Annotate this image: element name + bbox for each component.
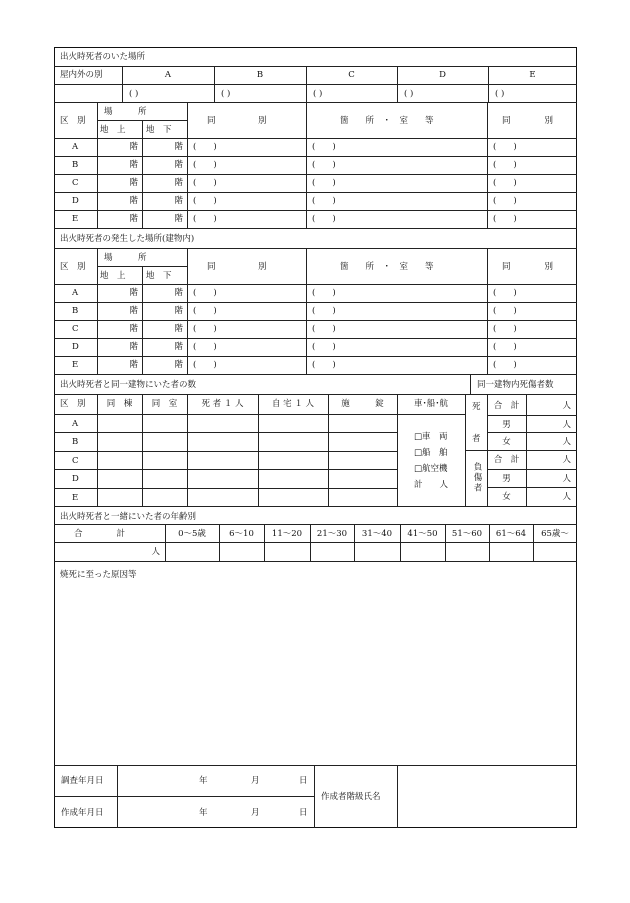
s2-input-place-A[interactable] [307,285,486,301]
s1-paren-place-B: ( ) [312,160,336,170]
s1-paren-same-D: ( ) [193,196,217,206]
s2-input-same2-E[interactable] [488,357,576,373]
s2-input-place-B[interactable] [307,303,486,319]
s1-input-below-E[interactable] [143,211,186,227]
location-col-A: A [164,70,172,80]
age-range-0: 0〜5歳 [178,529,206,539]
s2-floor-below-C: 階 [174,324,183,334]
injured-total-unit: 人 [562,455,571,465]
age-input-6[interactable] [446,543,488,560]
section-title-location: 出火時死者のいた場所 [60,52,146,62]
s3-one-death-header: 死 者 １ 人 [201,399,244,409]
v-rule [397,394,398,506]
age-input-3[interactable] [311,543,353,560]
s3-vehicle-ship-air-header: 車･船･航 [413,399,448,409]
age-range-2: 11〜20 [271,529,303,539]
age-input-0[interactable] [166,543,218,560]
indoor-outdoor-label: 屋内外の別 [60,70,103,80]
s1-dobetsu2-header: 同 別 [502,116,554,126]
s1-input-below-B[interactable] [143,157,186,173]
injured-female-label: 女 [502,492,511,502]
s2-paren-place-B: ( ) [312,306,336,316]
s1-paren-same2-C: ( ) [493,178,517,188]
s2-floor-above-D: 階 [129,342,138,352]
s2-input-same-B[interactable] [188,303,305,319]
s1-chijo-header: 地 上 [100,125,126,135]
vehicle-checkbox: □車 両 [414,432,448,442]
s2-input-same2-A[interactable] [488,285,576,301]
age-input-5[interactable] [401,543,444,560]
v-rule [470,374,471,394]
created-month-unit: 月 [251,808,260,818]
survey-year-unit: 年 [199,776,208,786]
s1-floor-below-D: 階 [174,196,183,206]
location-input-B[interactable] [215,85,305,101]
s3-row-label-E: E [72,492,79,503]
h-rule [54,374,577,375]
dead-female-unit: 人 [562,437,571,447]
s1-paren-place-E: ( ) [312,214,336,224]
age-range-5: 41〜50 [407,529,438,539]
ship-checkbox: □船 舶 [414,448,448,458]
s2-paren-same2-B: ( ) [493,306,517,316]
survey-day-unit: 日 [299,776,308,786]
s2-floor-below-B: 階 [174,306,183,316]
s1-input-below-A[interactable] [143,139,186,155]
s2-paren-same-D: ( ) [193,342,217,352]
location-paren-D: ( ) [404,89,414,99]
location-input-D[interactable] [398,85,487,101]
s3-input-E-3[interactable] [259,489,327,505]
s1-paren-same-B: ( ) [193,160,217,170]
s1-floor-below-C: 階 [174,178,183,188]
s1-input-above-A[interactable] [98,139,141,155]
s1-paren-same2-E: ( ) [493,214,517,224]
s1-paren-place-D: ( ) [312,196,336,206]
s3-input-A-3[interactable] [259,415,327,431]
v-rule [314,765,315,828]
age-input-7[interactable] [490,543,532,560]
s2-input-same-A[interactable] [188,285,305,301]
s3-own-home-header: 自 宅 １ 人 [271,399,315,409]
location-input-E[interactable] [489,85,576,101]
h-rule [54,228,577,229]
s2-paren-same-A: ( ) [193,288,217,298]
s1-chika-header: 地 下 [146,125,172,135]
s1-row-label-A: A [72,142,79,152]
s2-input-same2-D[interactable] [488,339,576,355]
dead-label-top: 死 [472,402,481,412]
age-range-6: 51〜60 [451,529,483,539]
s1-floor-below-B: 階 [174,160,183,170]
s2-floor-above-C: 階 [129,324,138,334]
s3-row-label-B: B [72,437,79,448]
survey-month-unit: 月 [251,776,260,786]
s2-input-same-C[interactable] [188,321,305,337]
location-paren-C: ( ) [313,89,323,99]
s3-row-label-D: D [72,474,79,485]
s2-paren-same2-D: ( ) [493,342,517,352]
s1-input-above-C[interactable] [98,175,141,191]
dead-female-label: 女 [502,437,511,447]
ages-total-unit: 人 [151,547,160,557]
location-col-C: C [348,70,355,80]
s2-paren-place-A: ( ) [312,288,336,298]
s2-input-same2-C[interactable] [488,321,576,337]
age-range-1: 6〜10 [229,529,254,539]
age-range-4: 31〜40 [361,529,393,539]
s2-input-below-C[interactable] [143,321,186,337]
h-rule [54,102,577,103]
s2-paren-same-C: ( ) [193,324,217,334]
s2-floor-above-E: 階 [129,360,138,370]
s1-paren-place-C: ( ) [312,178,336,188]
created-date-label: 作成年月日 [61,808,104,818]
s3-input-B-0[interactable] [98,433,141,449]
s2-input-above-B[interactable] [98,303,141,319]
s2-paren-same-B: ( ) [193,306,217,316]
s3-input-C-3[interactable] [259,452,327,468]
s2-dobetsu2-header: 同 別 [502,262,554,272]
s1-row-label-C: C [72,178,79,188]
s1-floor-below-A: 階 [174,142,183,152]
created-year-unit: 年 [199,808,208,818]
s2-paren-same-E: ( ) [193,360,217,370]
s2-input-place-C[interactable] [307,321,486,337]
dead-male-label: 男 [502,419,511,430]
injured-male-label: 男 [502,473,511,484]
dead-female-input[interactable] [527,433,576,449]
s3-input-B-1[interactable] [143,433,186,449]
s3-input-A-0[interactable] [98,415,141,431]
s2-input-same-E[interactable] [188,357,305,373]
s3-input-D-1[interactable] [143,470,186,486]
s1-paren-same2-A: ( ) [493,142,517,152]
s2-paren-place-E: ( ) [312,360,336,370]
s1-paren-place-A: ( ) [312,142,336,152]
author-label: 作成者階級氏名 [321,792,381,802]
s2-row-label-A: A [72,288,79,298]
s3-input-C-1[interactable] [143,452,186,468]
h-rule [54,394,577,395]
s2-paren-same2-A: ( ) [493,288,517,298]
s2-input-above-A[interactable] [98,285,141,301]
h-rule [54,248,577,249]
s3-input-D-0[interactable] [98,470,141,486]
s1-floor-above-E: 階 [129,214,138,224]
s1-paren-same2-D: ( ) [493,196,517,206]
dead-male-unit: 人 [562,419,571,430]
dead-total-label: 合 計 [493,401,520,411]
location-col-D: D [439,70,446,80]
s3-input-E-1[interactable] [143,489,186,505]
location-paren-A: ( ) [129,89,139,99]
age-range-7: 61〜64 [495,529,527,539]
s1-row-label-D: D [72,196,79,206]
s1-basho-header: 場 所 [104,107,147,117]
s2-floor-below-A: 階 [174,288,183,298]
s3-input-A-4[interactable] [329,415,396,431]
h-rule [54,66,577,67]
s3-row-label-A: A [72,419,79,429]
age-input-1[interactable] [220,543,263,560]
s1-input-place-E[interactable] [307,211,486,227]
s1-input-same2-E[interactable] [488,211,576,227]
s2-row-label-E: E [72,360,79,370]
age-range-8: 65歳〜 [541,529,569,539]
s1-input-below-D[interactable] [143,193,186,209]
s1-kubetsu-header: 区 別 [60,116,86,126]
s1-kasho-header: 箇 所 ・ 室 等 [340,116,434,126]
h-rule [54,524,577,525]
s1-input-same2-B[interactable] [488,157,576,173]
s2-input-below-E[interactable] [143,357,186,373]
s2-input-place-E[interactable] [307,357,486,373]
s3-input-B-4[interactable] [329,433,396,449]
s1-dobetsu-header: 同 別 [207,116,267,126]
h-rule [54,506,577,507]
s3-row-label-C: C [72,455,79,466]
s1-row-label-E: E [72,214,79,224]
s1-input-place-C[interactable] [307,175,486,191]
vehicle-total: 計 人 [414,480,449,490]
s1-input-above-D[interactable] [98,193,141,209]
dead-total-input[interactable] [527,397,576,414]
ages-total-input[interactable] [55,543,164,560]
s1-input-same2-C[interactable] [488,175,576,191]
injured-male-input[interactable] [527,470,576,487]
s2-row-label-D: D [72,342,79,352]
s2-kubetsu-header: 区 別 [60,262,86,272]
s1-input-above-B[interactable] [98,157,141,173]
s1-input-same2-D[interactable] [488,193,576,209]
section-title-same-building: 出火時死者と同一建物にいた者の数 [60,380,197,390]
location-input-C[interactable] [307,85,396,101]
s3-input-B-3[interactable] [259,433,327,449]
s1-floor-below-E: 階 [174,214,183,224]
s1-input-same-C[interactable] [188,175,305,191]
s1-paren-same-C: ( ) [193,178,217,188]
s3-input-A-1[interactable] [143,415,186,431]
s2-dobetsu-header: 同 別 [207,262,267,272]
s1-row-label-B: B [72,160,79,170]
s2-floor-above-A: 階 [129,288,138,298]
s2-input-below-A[interactable] [143,285,186,301]
section-title-death-place: 出火時死者の発生した場所(建物内) [60,234,195,244]
s3-input-A-2[interactable] [188,415,257,431]
injured-female-input[interactable] [527,488,576,505]
s3-kubetsu-header: 区 別 [60,399,86,409]
s1-input-same-D[interactable] [188,193,305,209]
location-col-E: E [529,70,536,80]
injured-label: 負傷者 [472,462,482,494]
s1-floor-above-B: 階 [129,160,138,170]
s2-input-same-D[interactable] [188,339,305,355]
injured-total-label: 合 計 [493,455,520,465]
age-range-3: 21〜30 [316,529,348,539]
h-rule [54,84,577,85]
s1-input-same-A[interactable] [188,139,305,155]
s1-input-same-E[interactable] [188,211,305,227]
s1-input-same-B[interactable] [188,157,305,173]
s1-floor-above-C: 階 [129,178,138,188]
ages-total-header: 合 計 [74,529,126,539]
location-paren-B: ( ) [221,89,231,99]
s2-paren-place-D: ( ) [312,342,336,352]
s2-floor-below-E: 階 [174,360,183,370]
s2-floor-below-D: 階 [174,342,183,352]
created-date-input[interactable] [118,797,313,827]
s2-paren-same2-E: ( ) [493,360,517,370]
age-input-2[interactable] [265,543,309,560]
s1-input-place-A[interactable] [307,139,486,155]
aircraft-checkbox: □航空機 [414,464,448,474]
s2-kasho-header: 箇 所 ・ 室 等 [340,262,434,272]
cause-textarea[interactable] [55,584,576,764]
s1-paren-same-E: ( ) [193,214,217,224]
s1-paren-same-A: ( ) [193,142,217,152]
s2-row-label-C: C [72,324,79,334]
age-input-8[interactable] [534,543,576,560]
survey-date-input[interactable] [118,766,313,795]
s2-input-above-D[interactable] [98,339,141,355]
injured-female-unit: 人 [562,492,571,502]
s3-input-C-4[interactable] [329,452,396,468]
s2-chika-header: 地 下 [146,271,172,281]
s1-input-above-E[interactable] [98,211,141,227]
created-day-unit: 日 [299,808,308,818]
s1-input-place-B[interactable] [307,157,486,173]
s1-paren-same2-B: ( ) [493,160,517,170]
s3-input-D-4[interactable] [329,470,396,486]
location-input-A[interactable] [123,85,213,101]
s1-input-place-D[interactable] [307,193,486,209]
s3-input-C-0[interactable] [98,452,141,468]
section-title-ages: 出火時死者と一緒にいた者の年齢別 [60,512,197,522]
location-col-B: B [256,70,264,80]
age-input-4[interactable] [355,543,399,560]
h-rule [54,561,577,562]
s2-input-place-D[interactable] [307,339,486,355]
s2-row-label-B: B [72,306,79,316]
s2-floor-above-B: 階 [129,306,138,316]
s2-input-below-B[interactable] [143,303,186,319]
injured-total-input[interactable] [527,451,576,468]
section-title-cause: 焼死に至った原因等 [60,570,137,580]
s2-chijo-header: 地 上 [100,271,126,281]
s2-paren-same2-C: ( ) [493,324,517,334]
s2-input-same2-B[interactable] [488,303,576,319]
s3-input-C-2[interactable] [188,452,257,468]
s3-locked-header: 施 錠 [341,399,384,409]
s2-input-below-D[interactable] [143,339,186,355]
dead-male-input[interactable] [527,416,576,432]
location-paren-E: ( ) [495,89,505,99]
s3-input-D-2[interactable] [188,470,257,486]
s3-input-E-2[interactable] [188,489,257,505]
h-rule [54,542,577,543]
s2-basho-header: 場 所 [104,253,147,263]
survey-date-label: 調査年月日 [61,776,104,786]
section-title-casualties: 同一建物内死傷者数 [477,380,554,390]
s1-floor-above-A: 階 [129,142,138,152]
h-rule [54,796,117,797]
s3-same-room-header: 同 室 [151,399,178,409]
injured-male-unit: 人 [562,473,571,484]
s3-input-B-2[interactable] [188,433,257,449]
s2-paren-place-C: ( ) [312,324,336,334]
s2-input-above-C[interactable] [98,321,141,337]
dead-label-bottom: 者 [472,434,481,444]
s1-input-below-C[interactable] [143,175,186,191]
s3-same-building-header: 同 棟 [106,399,133,409]
dead-total-unit: 人 [562,401,571,411]
author-input[interactable] [398,766,576,827]
s3-input-D-3[interactable] [259,470,327,486]
s3-input-E-4[interactable] [329,489,396,505]
s1-input-same2-A[interactable] [488,139,576,155]
s3-input-E-0[interactable] [98,489,141,505]
s2-input-above-E[interactable] [98,357,141,373]
s1-floor-above-D: 階 [129,196,138,206]
